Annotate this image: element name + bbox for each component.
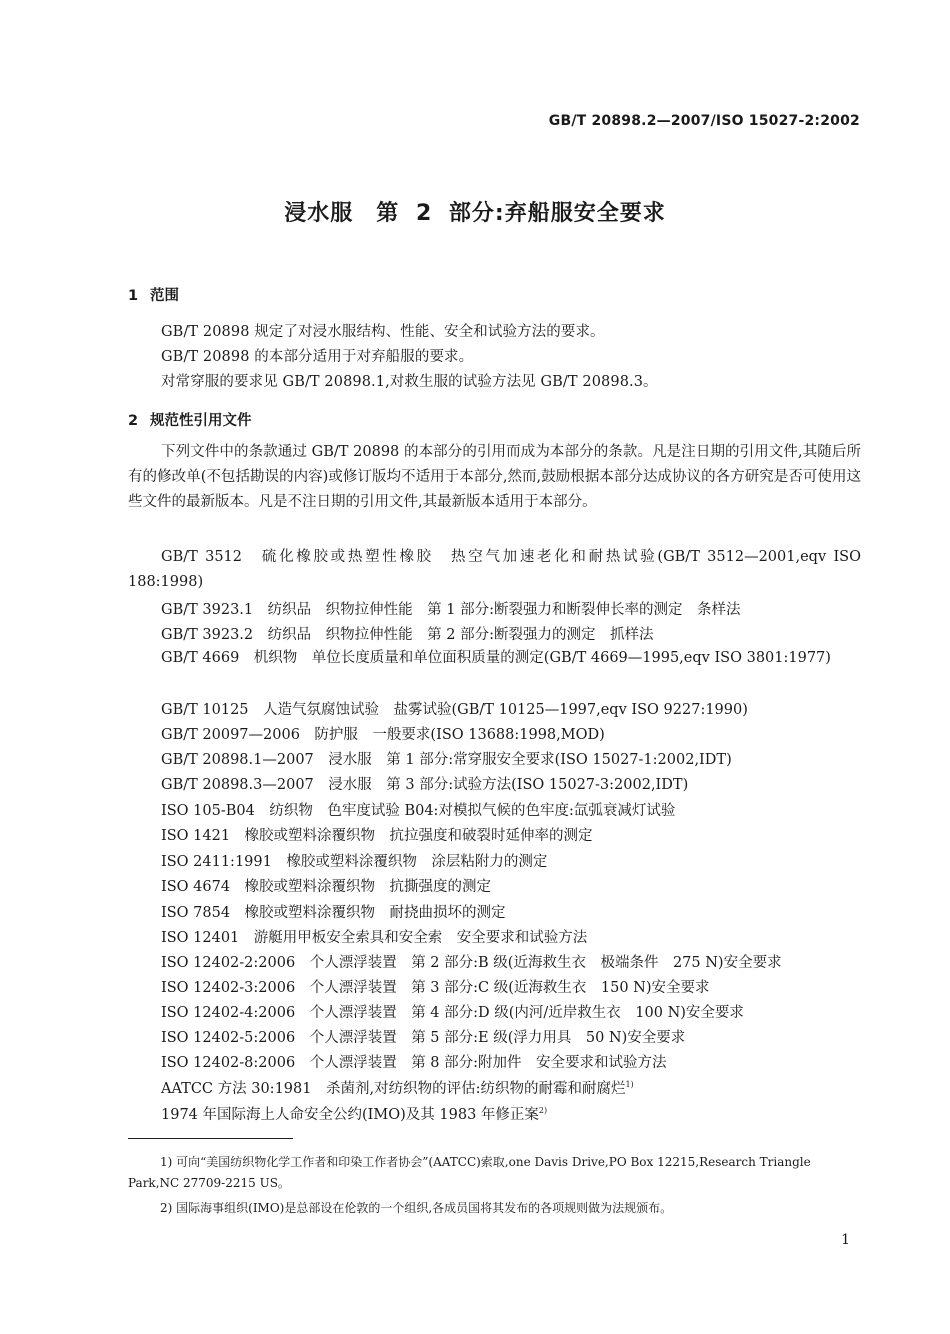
reference-item: ISO 1421 橡胶或塑料涂覆织物 抗拉强度和破裂时延伸率的测定 — [161, 828, 593, 844]
reference-item: ISO 12402-3:2006 个人漂浮装置 第 3 部分:C 级(近海救生衣 150 N)安全要求 — [161, 980, 710, 996]
section-1-number: 1 — [128, 288, 139, 304]
reference-item: ISO 4674 橡胶或塑料涂覆织物 抗撕强度的测定 — [161, 879, 492, 895]
reference-item: ISO 12402-5:2006 个人漂浮装置 第 5 部分:E 级(浮力用具 50 N)安全要求 — [161, 1030, 686, 1046]
scope-line-3: 对常穿服的要求见 GB/T 20898.1,对救生服的试验方法见 GB/T 20898.3。 — [161, 374, 658, 390]
page-number: 1 — [841, 1232, 850, 1248]
section-1-heading — [128, 284, 179, 305]
reference-gbt-3923-1: GB/T 3923.1 纺织品 织物拉伸性能 第 1 部分:断裂强力和断裂伸长率的测定 条样法 — [161, 602, 741, 618]
normative-intro-paragraph: 下列文件中的条款通过 GB/T 20898 的本部分的引用而成为本部分的条款。凡是注日期的引用文件,其随后所有的修改单(不包括勘误的内容)或修订版均不适用于本部分,然而,鼓励根据本部分达成协议的各方研究是否可使用这些文件的最新版本。凡是不注日期的引用文件,其最新版本适用于本部分。 — [128, 444, 861, 510]
scope-line-2: GB/T 20898 的本部分适用于对弃船服的要求。 — [161, 349, 474, 365]
footnote-2: 2) 国际海事组织(IMO)是总部设在伦敦的一个组织,各成员国将其发布的各项规则做为法规颁布。 — [160, 1201, 673, 1215]
reference-item: GB/T 20097—2006 防护服 一般要求(ISO 13688:1998,MOD) — [161, 727, 605, 743]
reference-item: GB/T 20898.3—2007 浸水服 第 3 部分:试验方法(ISO 15027-3:2002,IDT) — [161, 777, 689, 793]
reference-item: ISO 7854 橡胶或塑料涂覆织物 耐挠曲损坏的测定 — [161, 905, 506, 921]
reference-gbt-3512: GB/T 3512 硫化橡胶或热塑性橡胶 热空气加速老化和耐热试验(GB/T 3512—2001,eqv ISO 188:1998) — [128, 549, 861, 590]
reference-item: ISO 12402-2:2006 个人漂浮装置 第 2 部分:B 级(近海救生衣 极端条件 275 N)安全要求 — [161, 955, 782, 971]
section-2-number: 2 — [128, 413, 139, 429]
section-1-title: 范围 — [150, 288, 179, 304]
reference-gbt-4669: GB/T 4669 机织物 单位长度质量和单位面积质量的测定(GB/T 4669—1995,eqv ISO 3801:1977) — [161, 650, 831, 666]
reference-item: GB/T 20898.1—2007 浸水服 第 1 部分:常穿服安全要求(ISO 15027-1:2002,IDT) — [161, 752, 732, 768]
reference-item: ISO 12402-8:2006 个人漂浮装置 第 8 部分:附加件 安全要求和试验方法 — [161, 1055, 667, 1071]
reference-imo-text: 1974 年国际海上人命安全公约(IMO)及其 1983 年修正案 — [161, 1107, 539, 1123]
reference-item: ISO 2411:1991 橡胶或塑料涂覆织物 涂层粘附力的测定 — [161, 854, 548, 870]
footnote-divider — [128, 1138, 293, 1139]
reference-item: ISO 12401 游艇用甲板安全索具和安全索 安全要求和试验方法 — [161, 930, 588, 946]
reference-aatcc-text: AATCC 方法 30:1981 杀菌剂,对纺织物的评估:纺织物的耐霉和耐腐烂 — [161, 1081, 626, 1097]
footnote-mark-1: 1) — [625, 1080, 634, 1089]
scope-line-1: GB/T 20898 规定了对浸水服结构、性能、安全和试验方法的要求。 — [161, 324, 605, 340]
document-title: 浸水服 第 2 部分:弃船服安全要求 — [284, 201, 666, 226]
footnote-mark-2: 2) — [538, 1106, 548, 1115]
section-2-title: 规范性引用文件 — [150, 413, 252, 429]
section-2-heading — [128, 409, 252, 430]
reference-aatcc — [161, 1077, 634, 1098]
reference-imo — [161, 1103, 547, 1124]
reference-item: ISO 105-B04 纺织物 色牢度试验 B04:对模拟气候的色牢度:氙弧衰减灯试验 — [161, 803, 676, 819]
reference-item: ISO 12402-4:2006 个人漂浮装置 第 4 部分:D 级(内河/近岸救生衣 100 N)安全要求 — [161, 1005, 744, 1021]
reference-item: GB/T 10125 人造气氛腐蚀试验 盐雾试验(GB/T 10125—1997,eqv ISO 9227:1990) — [161, 702, 748, 718]
reference-gbt-3923-2: GB/T 3923.2 纺织品 织物拉伸性能 第 2 部分:断裂强力的测定 抓样法 — [161, 627, 654, 643]
footnote-1: 1) 可向“美国纺织物化学工作者和印染工作者协会”(AATCC)索取,one Davis Drive,PO Box 12215,Research Triangle Park,NC 27709-2215 US。 — [128, 1155, 811, 1190]
standard-code: GB/T 20898.2—2007/ISO 15027-2:2002 — [548, 113, 860, 129]
